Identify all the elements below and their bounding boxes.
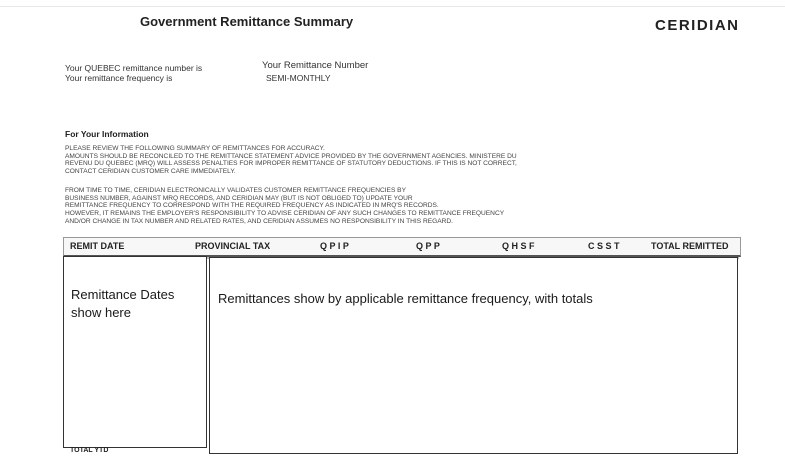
info-heading: For Your Information (65, 129, 149, 139)
ceridian-logo: CERIDIAN (655, 17, 740, 34)
info-line: AND/OR CHANGE IN TAX NUMBER AND RELATED RATES, AND CERIDIAN ASSUMES NO RESPONSIBILITY IN THIS REGARD. (65, 217, 454, 225)
remittances-callout: Remittances show by applicable remittance frequency, with totals (218, 291, 593, 306)
info-line: FROM TIME TO TIME, CERIDIAN ELECTRONICALLY VALIDATES CUSTOMER REMITTANCE FREQUENCIES BY (65, 187, 406, 194)
info-line: AMOUNTS SHOULD BE RECONCILED TO THE REMITTANCE STATEMENT ADVICE PROVIDED BY THE GOVERNMENT AGENCIES. MINISTERE DU (65, 152, 517, 160)
account-values (262, 60, 368, 84)
info-paragraph-2 (65, 187, 504, 226)
top-divider (0, 6, 785, 7)
col-qpip: Q P I P (320, 241, 349, 251)
quebec-number-label: Your QUEBEC remittance number is (65, 63, 203, 73)
page-title: Government Remittance Summary (140, 14, 354, 29)
info-line: BUSINESS NUMBER, AGAINST MRQ RECORDS, AND CERIDIAN MAY (BUT IS NOT OBLIGED TO) UPDATE YOUR (65, 194, 413, 202)
account-labels (65, 64, 202, 83)
col-provincial-tax: PROVINCIAL TAX (195, 241, 271, 251)
col-csst: C S S T (588, 241, 620, 251)
total-ytd-label: TOTAL YTD (70, 447, 109, 454)
info-line: REMITTANCE FREQUENCY TO CORRESPOND WITH THE REQUIRED FREQUENCY AS INDICATED IN MRQ'S RECORDS. (65, 202, 439, 210)
info-line: REVENU DU QUEBEC (MRQ) WILL ASSESS PENALTIES FOR IMPROPER REMITTANCE OF STATUTORY DEDUCTIONS. IF THIS IS NOT CORRECT, (65, 160, 517, 168)
remittance-dates-callout: Remittance Dates show here (71, 287, 175, 320)
remittances-box (209, 257, 738, 454)
info-paragraph-1 (65, 145, 517, 176)
frequency-value: SEMI-MONTHLY (266, 73, 331, 83)
remittance-number-value: Your Remittance Number (262, 60, 369, 71)
info-line: HOWEVER, IT REMAINS THE EMPLOYER'S RESPONSIBILITY TO ADVISE CERIDIAN OF ANY SUCH CHANGES TO REMITTANCE FREQUENCY (65, 210, 505, 218)
info-line: CONTACT CERIDIAN CUSTOMER CARE IMMEDIATELY. (65, 168, 236, 176)
col-qpp: Q P P (416, 241, 440, 251)
col-remit-date: REMIT DATE (70, 241, 125, 251)
remittance-dates-box (63, 256, 207, 448)
table-header (63, 237, 741, 257)
col-qhsf: Q H S F (502, 241, 535, 251)
col-total-remitted: TOTAL REMITTED (651, 241, 729, 251)
frequency-label: Your remittance frequency is (65, 72, 173, 83)
info-line: PLEASE REVIEW THE FOLLOWING SUMMARY OF REMITTANCES FOR ACCURACY. (65, 145, 325, 152)
